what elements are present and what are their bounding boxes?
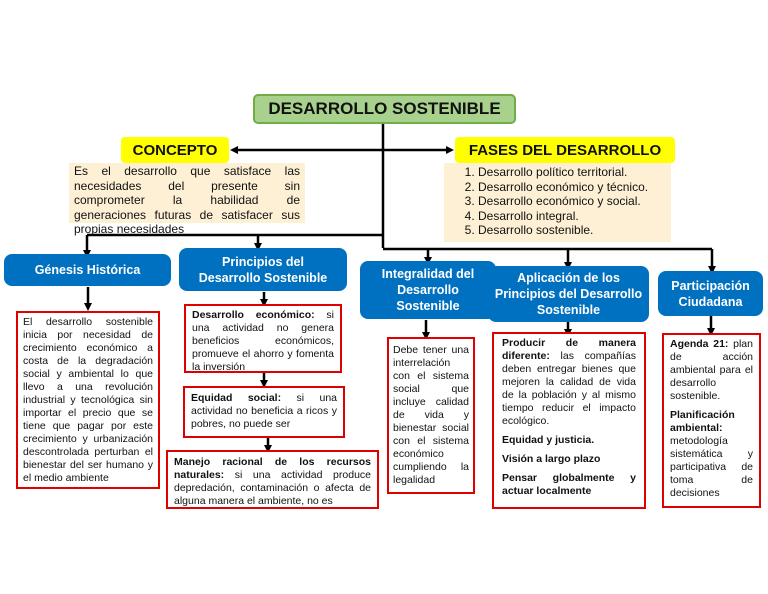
fases-label: FASES DEL DESARROLLO: [455, 137, 675, 163]
participacion-p2-text: metodología sistemática y participativa de toma de decisiones: [670, 435, 753, 499]
node-genesis-historica: Génesis Histórica: [4, 254, 171, 286]
fase-item: 5. Desarrollo sostenible.: [478, 223, 667, 238]
fases-list: [448, 165, 667, 238]
principio-economico: [184, 304, 342, 373]
aplicacion-p3: [502, 453, 636, 466]
integralidad-detail: Debe tener una interrelación con el sistema social que incluye calidad de vida y bienestar social con el sistema económico cumpliendo la legalidad: [387, 337, 475, 494]
principio-manejo-text: si una actividad produce depredación, contaminación o afecta de alguna manera el ambiente, no es: [174, 469, 371, 507]
participacion-p1-title: Agenda 21:: [670, 338, 729, 350]
principio-equidad-text: si una actividad no beneficia a ricos y pobres, no puede ser: [191, 392, 337, 430]
fases-list-box: [444, 163, 671, 242]
fase-item: 1. Desarrollo político territorial.: [478, 165, 667, 180]
participacion-p1-text: plan de acción ambiental para el desarrollo sostenible.: [670, 338, 753, 402]
fase-item: 2. Desarrollo económico y técnico.: [478, 180, 667, 195]
principio-manejo: [166, 450, 379, 509]
node-participacion: Participación Ciudadana: [658, 271, 763, 316]
aplicacion-p3-text: Visión a largo plazo: [502, 453, 601, 465]
aplicacion-p4: [502, 472, 636, 498]
aplicacion-p1-text: las compañías deben entregar bienes que mejoren la calidad de vida de la población y al mismo tiempo reducir el impacto ecológico.: [502, 350, 636, 427]
participacion-p2-title: Planificación ambiental:: [670, 409, 735, 434]
concepto-text: Es el desarrollo que satisface las necesidades del presente sin comprometer la habilidad de generaciones futuras de satisfacer sus propias necesidades: [69, 163, 305, 223]
aplicacion-p1: [502, 337, 636, 428]
principio-manejo-title: Manejo racional de los recursos naturales:: [174, 456, 371, 481]
participacion-p1: [670, 338, 753, 403]
principio-equidad-title: Equidad social:: [191, 392, 282, 404]
aplicacion-p2-text: Equidad y justicia.: [502, 434, 595, 446]
aplicacion-detail: [492, 332, 646, 509]
fase-item: 4. Desarrollo integral.: [478, 209, 667, 224]
main-title: DESARROLLO SOSTENIBLE: [253, 94, 516, 124]
node-integralidad: Integralidad del Desarrollo Sostenible: [360, 261, 496, 319]
participacion-p2: [670, 409, 753, 500]
principio-equidad: [183, 386, 345, 438]
node-principios: Principios del Desarrollo Sostenible: [179, 248, 347, 291]
aplicacion-p4-text: Pensar globalmente y actuar localmente: [502, 472, 636, 497]
fase-item: 3. Desarrollo económico y social.: [478, 194, 667, 209]
concepto-label: CONCEPTO: [121, 137, 229, 163]
node-aplicacion: Aplicación de los Principios del Desarrollo Sostenible: [488, 266, 649, 322]
principio-economico-title: Desarrollo económico:: [192, 309, 315, 321]
aplicacion-p1-title: Producir de manera diferente:: [502, 337, 636, 362]
principio-economico-text: si una actividad no genera beneficios económicos, promueve el ahorro y fomenta la inversión: [192, 309, 334, 373]
genesis-detail: El desarrollo sostenible inicia por necesidad de crecimiento económico a costa de la degradación social y ambiental lo que llevo a una revolución industrial y tecnológica sin importar el precio que se tiene que pagar por este crecimiento y urbanización descontrolada perturban el bienestar del ser humano y el medio ambiente: [16, 311, 160, 489]
participacion-detail: [662, 333, 761, 508]
aplicacion-p2: [502, 434, 636, 447]
